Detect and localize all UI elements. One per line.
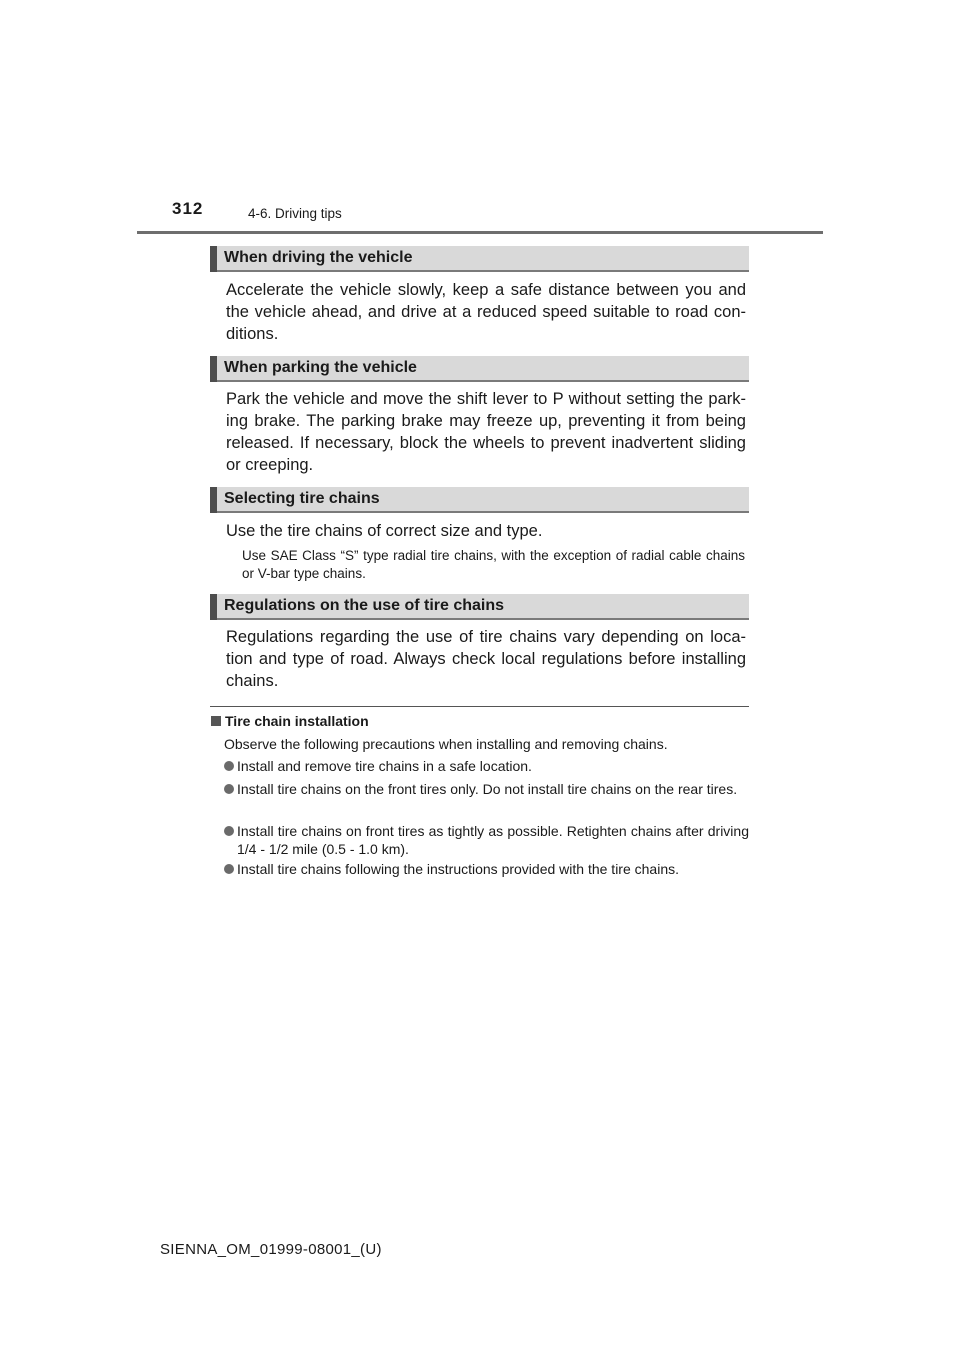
installation-intro: Observe the following precautions when installing and removing chains. xyxy=(224,736,668,752)
heading-accent xyxy=(210,487,217,513)
selecting-body: Use the tire chains of correct size and type. xyxy=(226,522,543,540)
heading-parking xyxy=(210,356,749,382)
heading-text: When parking the vehicle xyxy=(224,359,417,376)
heading-text: Regulations on the use of tire chains xyxy=(224,597,505,614)
list-item xyxy=(224,780,749,798)
list-item xyxy=(224,860,749,878)
page-number: 312 xyxy=(172,199,204,218)
bullet-icon xyxy=(224,784,234,794)
parking-body: Park the vehicle and move the shift lever to P without setting the park-ing brake. The parking brake may freeze up, preventing it from being released. If necessary, block the wheels to prevent inadvertent sliding or creeping. xyxy=(226,390,746,474)
list-item-text: Install tire chains on the front tires only. Do not install tire chains on the rear tires. xyxy=(237,781,738,797)
heading-regulations xyxy=(210,594,749,620)
selecting-note: Use SAE Class “S” type radial tire chains, with the exception of radial cable chains or V-bar type chains. xyxy=(242,548,745,581)
divider xyxy=(210,706,749,707)
driving-body: Accelerate the vehicle slowly, keep a safe distance between you and the vehicle ahead, and drive at a reduced speed suitable to road con-ditions. xyxy=(226,281,746,343)
installation-title xyxy=(211,713,369,729)
list-item-text: Install tire chains on front tires as tightly as possible. Retighten chains after driving 1/4 - 1/2 mile (0.5 - 1.0 km). xyxy=(237,823,749,857)
bullet-icon xyxy=(224,761,234,771)
list-item xyxy=(224,757,749,775)
installation-title-text: Tire chain installation xyxy=(225,713,369,729)
list-item xyxy=(224,822,749,858)
regulations-body: Regulations regarding the use of tire chains vary depending on loca-tion and type of road. Always check local regulations before installing chains. xyxy=(226,628,746,690)
header-rule xyxy=(137,231,823,234)
section-label: 4-6. Driving tips xyxy=(248,206,342,221)
heading-accent xyxy=(210,356,217,382)
footer-doc-id: SIENNA_OM_01999-08001_(U) xyxy=(160,1241,382,1258)
heading-driving xyxy=(210,246,749,272)
heading-text: When driving the vehicle xyxy=(224,249,413,266)
heading-text: Selecting tire chains xyxy=(224,490,380,507)
heading-accent xyxy=(210,246,217,272)
square-bullet-icon xyxy=(211,716,221,726)
bullet-icon xyxy=(224,864,234,874)
bullet-icon xyxy=(224,826,234,836)
heading-accent xyxy=(210,594,217,620)
list-item-text: Install and remove tire chains in a safe location. xyxy=(237,758,532,774)
heading-selecting-chains xyxy=(210,487,749,513)
list-item-text: Install tire chains following the instructions provided with the tire chains. xyxy=(237,861,679,877)
